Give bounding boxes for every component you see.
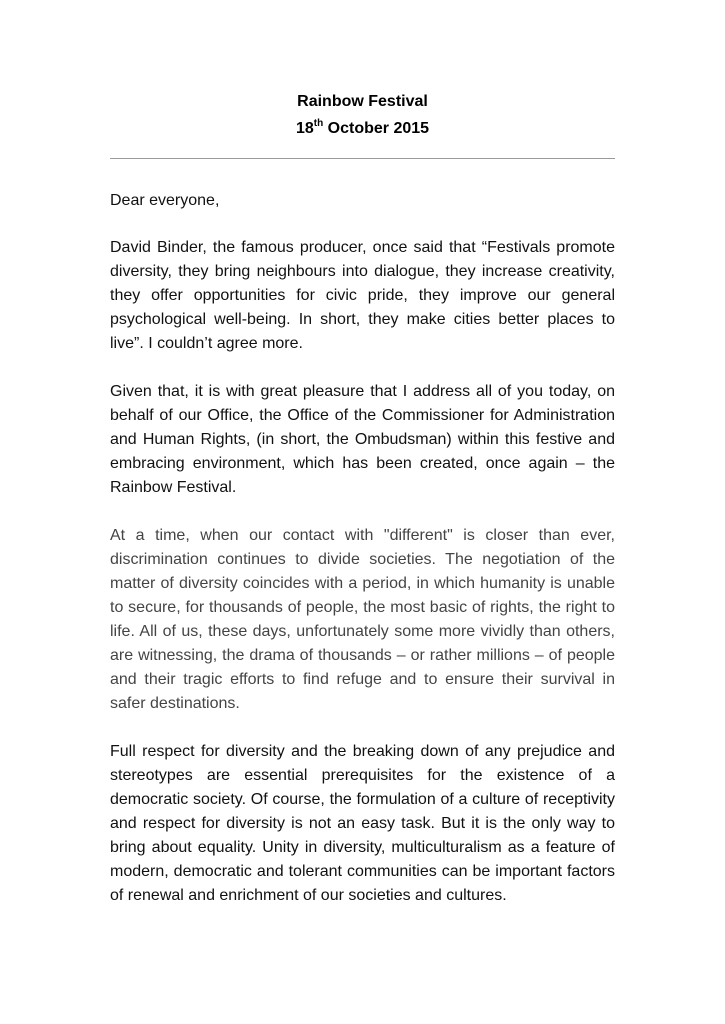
paragraph-diversity-respect: Full respect for diversity and the breaking down of any prejudice and stereotypes are essential prerequisites for the existence of a democratic society. Of course, the formulation of a culture of receptivity and respect for diversity is not an easy task. But it is the only way to bring about equality. Unity in diversity, multiculturalism as a feature of modern, democratic and tolerant communities can be important factors of renewal and enrichment of our societies and cultures. [110,743,615,904]
document-date [0,115,725,142]
document-header [0,88,725,142]
document-title: Rainbow Festival [297,93,428,110]
header-divider [110,158,615,159]
date-day: 18 [295,120,314,137]
paragraph-discrimination: At a time, when our contact with "different" is closer than ever, discrimination continues to divide societies. The negotiation of the matter of diversity coincides with a period, in which humanity is unable to secure, for thousands of people, the most basic of rights, the right to life. All of us, these days, unfortunately some more vividly than others, are witnessing, the drama of thousands – or rather millions – of people and their tragic efforts to find refuge and to ensure their survival in safer destinations. [110,527,615,712]
date-ordinal-suffix: th [313,117,324,129]
salutation: Dear everyone, [110,192,220,209]
paragraph-ombudsman-address: Given that, it is with great pleasure that I address all of you today, on behalf of our Office, the Office of the Commissioner for Administration and Human Rights, (in short, the Ombudsman) within this festive and embracing environment, which has been created, once again – the Rainbow Festival. [110,383,615,496]
date-month-year: October 2015 [323,120,430,137]
paragraph-quote-binder: David Binder, the famous producer, once said that “Festivals promote diversity, they bring neighbours into dialogue, they increase creativity, they offer opportunities for civic pride, they improve our general psychological well-being. In short, they make cities better places to live”. I couldn’t agree more. [110,239,615,352]
